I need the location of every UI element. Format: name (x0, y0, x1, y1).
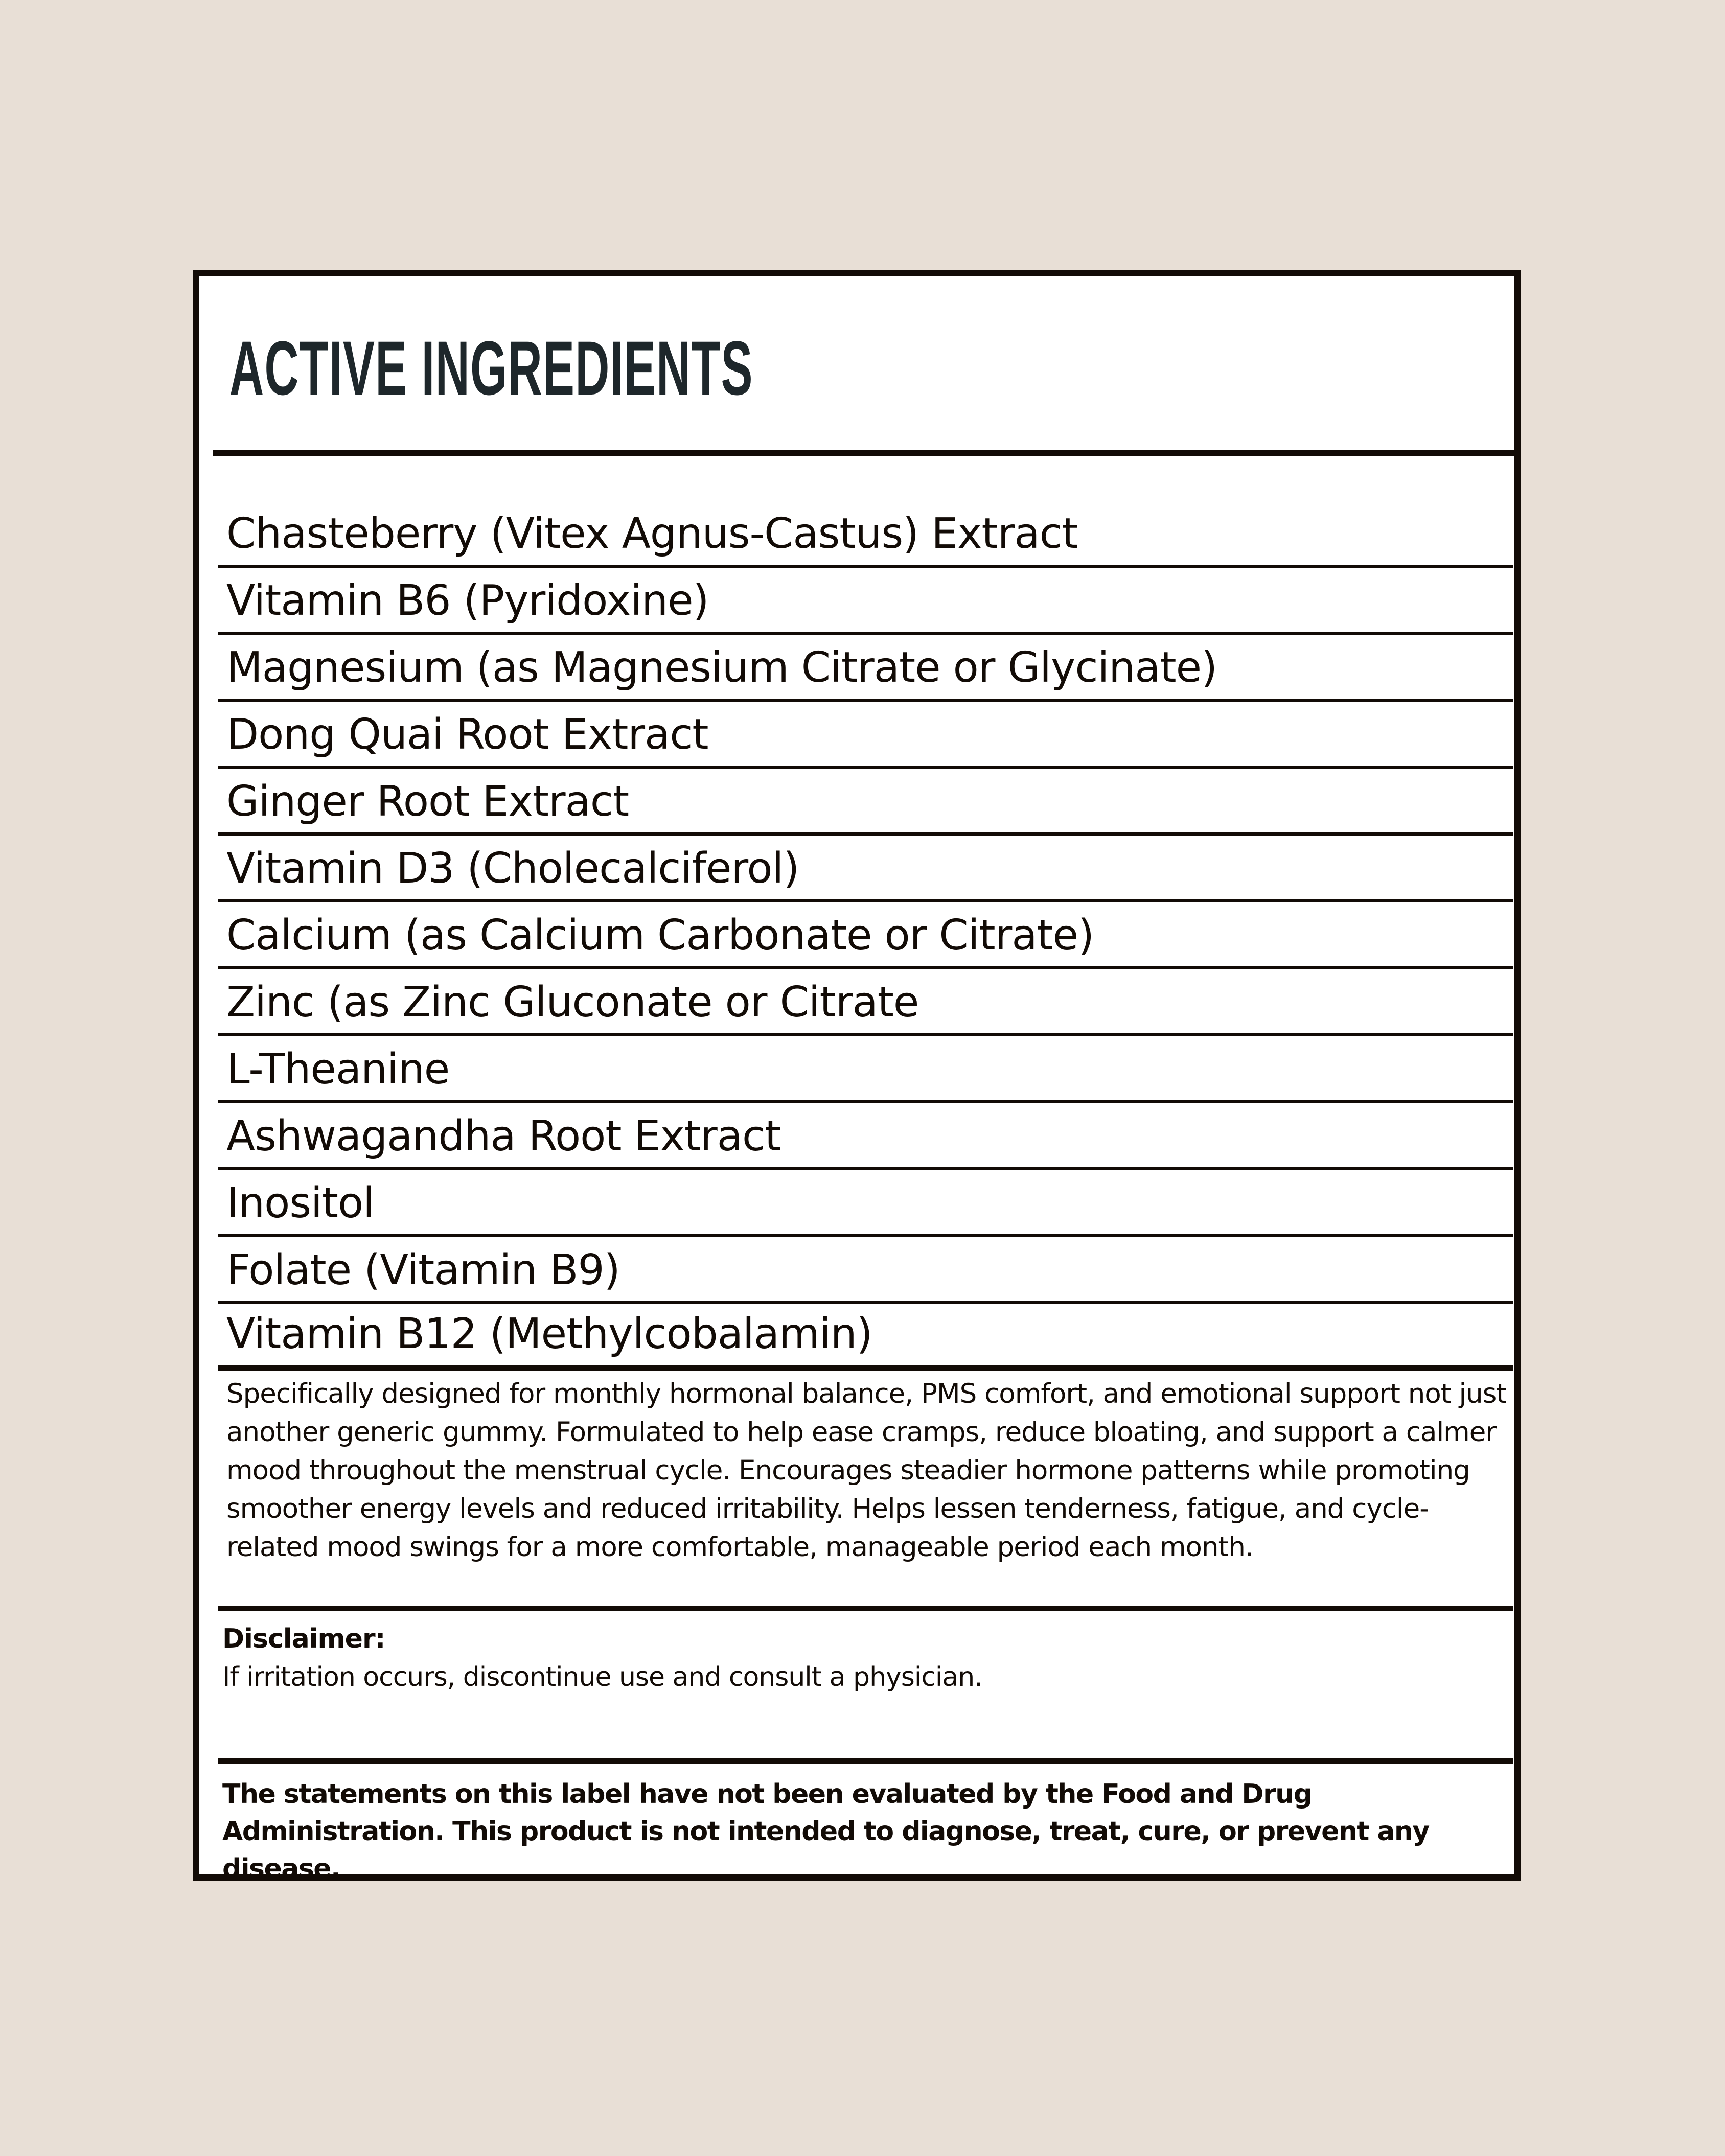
label-title: ACTIVE INGREDIENTS (229, 325, 753, 411)
title-divider (213, 450, 1516, 456)
ingredient-row (218, 1237, 1513, 1304)
ingredient-name: Vitamin B12 (Methylcobalamin) (226, 1310, 872, 1358)
supplement-label-panel (193, 270, 1521, 1884)
ingredient-name: Calcium (as Calcium Carbonate or Citrate) (226, 911, 1094, 960)
ingredient-row (218, 635, 1513, 702)
ingredient-row (218, 902, 1513, 969)
ingredient-name: Ashwagandha Root Extract (226, 1112, 781, 1161)
ingredient-row (218, 836, 1513, 902)
ingredient-row (218, 1036, 1513, 1103)
ingredient-name: Magnesium (as Magnesium Citrate or Glycinate) (226, 643, 1217, 692)
ingredient-name: Vitamin B6 (Pyridoxine) (226, 576, 709, 625)
description-divider (218, 1606, 1513, 1611)
disclaimer-text: If irritation occurs, discontinue use and consult a physician. (222, 1662, 982, 1693)
ingredient-row (218, 702, 1513, 769)
ingredient-row (218, 1170, 1513, 1237)
product-description: Specifically designed for monthly hormonal balance, PMS comfort, and emotional support not just another generic gummy. Formulated to help ease cramps, reduce bloating, and support a calmer mood throughout the menstrual cycle. Encourages steadier hormone patterns while promoting smoother energy levels and reduced irritability. Helps lessen tenderness, fatigue, and cycle-related mood swings for a more comfortable, manageable period each month. (226, 1378, 1507, 1563)
fda-divider (218, 1758, 1513, 1764)
ingredient-row (218, 969, 1513, 1036)
ingredient-name: Chasteberry (Vitex Agnus-Castus) Extract (226, 509, 1078, 558)
ingredient-name: Zinc (as Zinc Gluconate or Citrate (226, 978, 919, 1027)
ingredient-row (218, 1103, 1513, 1170)
ingredient-name: L-Theanine (226, 1045, 450, 1094)
ingredient-name: Inositol (226, 1179, 374, 1227)
ingredient-row (218, 501, 1513, 568)
ingredient-name: Vitamin D3 (Cholecalciferol) (226, 844, 799, 893)
ingredient-row (218, 769, 1513, 836)
ingredient-name: Folate (Vitamin B9) (226, 1246, 620, 1294)
fda-statement: The statements on this label have not been evaluated by the Food and Drug Administration. This product is not intended to diagnose, treat, cure, or prevent any disease. (222, 1779, 1429, 1884)
ingredient-name: Ginger Root Extract (226, 777, 629, 826)
ingredient-row (218, 568, 1513, 635)
ingredient-row (218, 1304, 1513, 1371)
ingredient-list (218, 501, 1513, 1371)
ingredient-name: Dong Quai Root Extract (226, 710, 708, 759)
disclaimer-heading: Disclaimer: (222, 1624, 385, 1654)
